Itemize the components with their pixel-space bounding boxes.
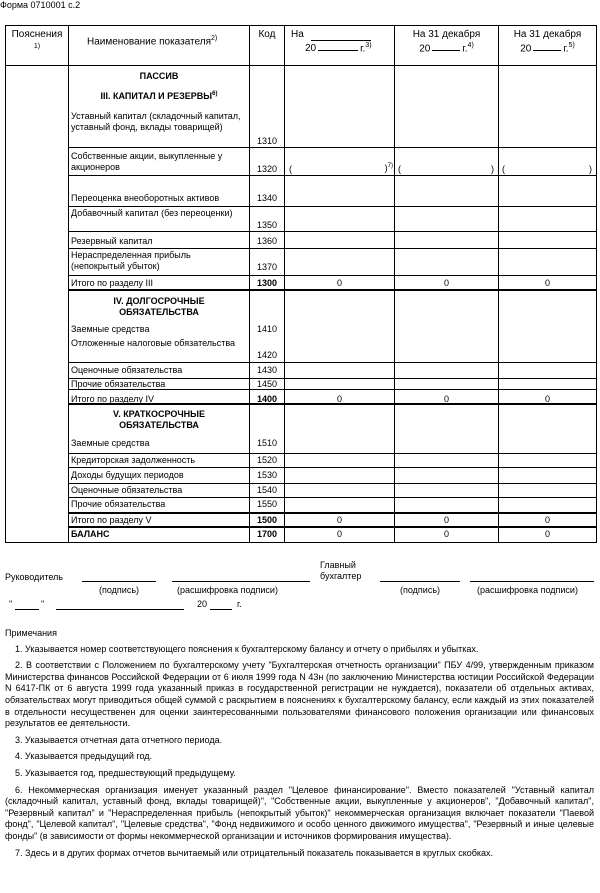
date-year-suffix: г. — [237, 599, 242, 609]
note-2: 2. В соответствии с Положением по бухгалтерскому учету "Бухгалтерская отчетность организации" ПБУ 4/99, утвержденным приказом Министерства финансов Российской Федерации от 6 июля 1999 года N 43н (по заключению Министерства юстиции Российской Федерации N 6417-ПК от 6 августа 1999 года указанный приказ в государственной регистрации не нуждается), показатели об отдельных активах, обязательствах могут приводиться общей суммой с раскрытием в пояснениях к бухгалтерскому балансу, если каждый из этих показателей в отдельности несущественен для оценки заинтересованными пользователями финансового положения организации или финансовых результатов ее деятельности. — [5, 660, 594, 729]
header-indicator: Наименование показателя$^{2)}$ — [87, 35, 218, 48]
row-divider — [68, 248, 597, 249]
row-code-1510: 1510 — [256, 438, 278, 448]
date-year-line[interactable] — [210, 609, 232, 610]
table-border-right — [596, 25, 597, 543]
row-label-1370: Нераспределенная прибыль (непокрытый убыток) — [71, 250, 191, 271]
row-1320-col3-value: ( ) — [502, 164, 592, 174]
head-sign-caption: (подпись) — [99, 585, 140, 595]
value-1500-col2: 0 — [443, 515, 449, 525]
note-1: 1. Указывается номер соответствующего пояснения к бухгалтерскому балансу и отчету о прибылях и убытках. — [15, 643, 479, 654]
row-code-1430: 1430 — [256, 365, 278, 375]
row-code-1420: 1420 — [256, 350, 278, 360]
value-1700-col3: 0 — [544, 529, 550, 539]
date-day-line[interactable] — [15, 609, 39, 610]
value-1700-col2: 0 — [443, 529, 449, 539]
row-code-1410: 1410 — [256, 324, 278, 334]
row-label-1450: Прочие обязательства — [71, 379, 166, 389]
row-code-1310: 1310 — [256, 136, 278, 146]
row-label-1700: БАЛАНС — [71, 529, 110, 539]
chief-accountant-label: Главный бухгалтер — [320, 560, 362, 581]
row-label-1510: Заемные средства — [71, 438, 150, 448]
value-1300-col1: 0 — [336, 278, 342, 288]
value-1500-col3: 0 — [544, 515, 550, 525]
row-code-1340: 1340 — [256, 193, 278, 203]
table-col-divider — [68, 25, 69, 543]
date-quote-close: " — [41, 599, 45, 609]
table-border-bottom — [5, 542, 597, 543]
row-code-1700: 1700 — [256, 529, 278, 539]
row-code-1370: 1370 — [256, 262, 278, 272]
value-1400-col3: 0 — [544, 394, 550, 404]
notes-section — [5, 628, 594, 864]
row-label-1520: Кредиторская задолженность — [71, 455, 196, 465]
row-divider — [68, 483, 597, 484]
row-divider — [68, 526, 597, 528]
row-label-1310: Уставный капитал (складочный капитал, уставный фонд, вклады товарищей) — [71, 111, 241, 132]
form-number: Форма 0710001 с.2 — [0, 0, 81, 10]
row-1320-col1-value: ( )$^{7)}$ — [289, 163, 393, 174]
row-label-1430: Оценочные обязательства — [71, 365, 183, 375]
row-code-1520: 1520 — [256, 455, 278, 465]
row-divider — [68, 497, 597, 498]
row-divider — [68, 275, 597, 276]
chief-sign-caption: (подпись) — [400, 585, 441, 595]
row-code-1500: 1500 — [256, 515, 278, 525]
row-label-1530: Доходы будущих периодов — [71, 470, 184, 480]
head-decode-line[interactable] — [172, 581, 310, 582]
row-label-1410: Заемные средства — [71, 324, 150, 334]
row-code-1350: 1350 — [256, 220, 278, 230]
value-1700-col1: 0 — [336, 529, 342, 539]
row-code-1400: 1400 — [256, 394, 278, 404]
row-divider — [68, 231, 597, 232]
section-passive: ПАССИВ — [139, 71, 179, 81]
value-1500-col1: 0 — [336, 515, 342, 525]
value-1400-col1: 0 — [336, 394, 342, 404]
note-4: 4. Указывается предыдущий год. — [15, 751, 153, 762]
header-code: Код — [258, 29, 276, 40]
row-divider — [68, 362, 597, 363]
row-divider — [68, 453, 597, 454]
table-header-divider — [5, 65, 597, 66]
row-label-1320: Собственные акции, выкупленные у акционеров — [71, 151, 223, 172]
row-label-1360: Резервный капитал — [71, 236, 153, 246]
notes-title: Примечания — [5, 628, 57, 638]
row-label-1340: Переоценка внеоборотных активов — [71, 193, 220, 203]
row-divider — [68, 289, 597, 291]
header-col1: На 20 г.$^{3)}$ — [291, 29, 372, 55]
table-border-left — [5, 25, 6, 543]
section-iv-title: IV. ДОЛГОСРОЧНЫЕ ОБЯЗАТЕЛЬСТВА — [113, 296, 205, 317]
row-label-1300: Итого по разделу III — [71, 278, 154, 288]
header-col2: На 31 декабря 20 г.$^{4)}$ — [412, 29, 481, 55]
note-7: 7. Здесь и в других формах отчетов вычитаемый или отрицательный показатель показывается в круглых скобках. — [15, 847, 494, 858]
chief-decode-caption: (расшифровка подписи) — [477, 585, 578, 595]
row-code-1360: 1360 — [256, 236, 278, 246]
value-1400-col2: 0 — [443, 394, 449, 404]
note-6: 6. Некоммерческая организация именует указанный раздел "Целевое финансирование". Вместо показателей "Уставный капитал (складочный капитал, уставный фонд, вклады товарищей)", "Собственные акции, выкупленные у акционеров", "Добавочный капитал", "Резервный капитал" и "Нераспределенная прибыль (непокрытый убыток)" некоммерческая организация включает показатели "Паевой фонд", "Целевой капитал", "Целевые средства", "Фонд недвижимого и особо ценного движимого имущества", "Резервный и иные целевые фонды" (в зависимости от формы некоммерческой организации и источников формирования имущества). — [5, 784, 594, 841]
head-label: Руководитель — [5, 572, 63, 582]
head-sign-line[interactable] — [82, 581, 156, 582]
note-5: 5. Указывается год, предшествующий предыдущему. — [15, 767, 236, 778]
section-iii-title: III. КАПИТАЛ И РЕЗЕРВЫ$^{6)}$ — [100, 91, 218, 101]
header-col3: На 31 декабря 20 г.$^{5)}$ — [513, 29, 582, 55]
row-1320-col2-value: ( ) — [398, 164, 494, 174]
table-border-top — [5, 25, 597, 26]
date-quote-open: " — [9, 599, 13, 609]
row-divider — [68, 206, 597, 207]
date-month-line[interactable] — [56, 609, 184, 610]
header-explanations: Пояснения 1) — [11, 29, 63, 50]
row-divider — [68, 512, 597, 514]
row-divider — [68, 147, 597, 148]
row-code-1530: 1530 — [256, 470, 278, 480]
row-label-1550: Прочие обязательства — [71, 499, 166, 509]
chief-decode-line[interactable] — [470, 581, 594, 582]
row-label-1400: Итого по разделу IV — [71, 394, 155, 404]
row-divider — [68, 467, 597, 468]
value-1300-col2: 0 — [443, 278, 449, 288]
row-code-1540: 1540 — [256, 485, 278, 495]
row-code-1300: 1300 — [256, 278, 278, 288]
row-label-1500: Итого по разделу V — [71, 515, 152, 525]
row-code-1450: 1450 — [256, 379, 278, 389]
row-label-1540: Оценочные обязательства — [71, 485, 183, 495]
date-year-prefix: 20 — [197, 599, 208, 609]
row-label-1420: Отложенные налоговые обязательства — [71, 338, 236, 348]
row-label-1350: Добавочный капитал (без переоценки) — [71, 208, 233, 218]
head-decode-caption: (расшифровка подписи) — [177, 585, 278, 595]
row-code-1550: 1550 — [256, 499, 278, 509]
value-1300-col3: 0 — [544, 278, 550, 288]
row-divider — [68, 175, 597, 176]
balance-passive-table — [5, 25, 597, 543]
chief-sign-line[interactable] — [380, 581, 460, 582]
row-code-1320: 1320 — [256, 164, 278, 174]
section-v-title: V. КРАТКОСРОЧНЫЕ ОБЯЗАТЕЛЬСТВА — [113, 409, 205, 430]
note-3: 3. Указывается отчетная дата отчетного периода. — [15, 734, 223, 745]
